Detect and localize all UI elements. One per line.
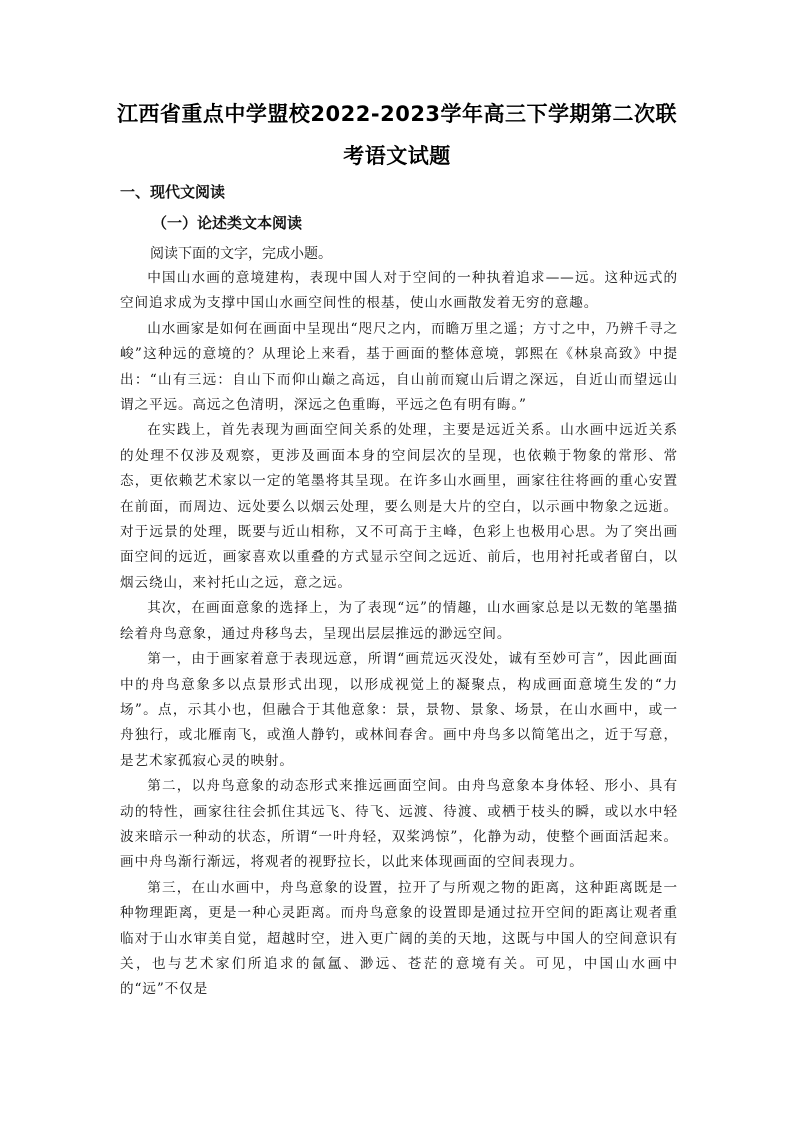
paragraph: 第一，由于画家着意于表现远意，所谓“画荒远灭没处，诚有至妙可言”，因此画面中的舟鸟意象多以点景形式出现，以形成视觉上的凝聚点，构成画面意境生发的“力场”。点，示其小也，但融合于其他意象：景，景物、景象、场景，在山水画中，或一舟独行，或北雁南飞，或渔人静钓，或林间春舍。画中舟鸟多以简笔出之，近于写意，是艺术家孤寂心灵的映射。	[120, 651, 678, 769]
paragraph: 第三，在山水画中，舟鸟意象的设置，拉开了与所观之物的距离，这种距离既是一种物理距离，更是一种心灵距离。而舟鸟意象的设置即是通过拉开空间的距离让观者重临对于山水审美自觉，超越时空，进入更广阔的美的天地，这既与中国人的空间意识有关，也与艺术家们所追求的氤氲、渺远、苍茫的意境有关。可见，中国山水画中的“远”不仅是	[120, 879, 678, 998]
document-title-line2: 考语文试题	[343, 144, 451, 168]
subsection-heading-argumentative-reading: （一）论述类文本阅读	[152, 214, 303, 232]
paragraph: 山水画家是如何在画面中呈现出“咫尺之内，而瞻万里之遥；方寸之中，乃辨千寻之峻”这种远的意境的？从理论上来看，基于画面的整体意境，郭熙在《林泉高致》中提出：“山有三远：自山下而仰山巅之高远，自山前而窥山后谓之深远，自近山而望远山谓之平远。高远之色清明，深远之色重晦，平远之色有明有晦。”	[120, 320, 678, 414]
passage-body	[120, 266, 678, 1003]
paragraph: 在实践上，首先表现为画面空间关系的处理，主要是远近关系。山水画中远近关系的处理不仅涉及观察，更涉及画面本身的空间层次的呈现，也依赖于物象的常形、常态，更依赖艺术家以一定的笔墨将其呈现。在许多山水画里，画家往往将画的重心安置在前面，而周边、远处要么以烟云处理，要么则是大片的空白，以示画中物象之远逝。对于远景的处理，既要与近山相称，又不可高于主峰，色彩上也极用心思。为了突出画面空间的远近，画家喜欢以重叠的方式显示空间之远近、前后，也用衬托或者留白，以烟云绕山，来衬托山之远，意之远。	[120, 422, 678, 591]
paragraph: 第二，以舟鸟意象的动态形式来推远画面空间。由舟鸟意象本身体轻、形小、具有动的特性，画家往往会抓住其远飞、待飞、远渡、待渡、或栖于枝头的瞬，或以水中轻波来暗示一种动的状态，所谓“一叶舟轻，双桨鸿惊”，化静为动，使整个画面活起来。画中舟鸟渐行渐远，将观者的视野拉长，以此来体现画面的空间表现力。	[120, 778, 678, 871]
paragraph: 中国山水画的意境建构，表现中国人对于空间的一种执着追求——远。这种远式的空间追求成为支撑中国山水画空间性的根基，使山水画散发着无穷的意趣。	[120, 270, 678, 312]
section-heading-modern-reading: 一、现代文阅读	[120, 183, 226, 201]
paragraph: 其次，在画面意象的选择上，为了表现“远”的情趣，山水画家总是以无数的笔墨描绘着舟鸟意象，通过舟移鸟去，呈现出层层推远的渺远空间。	[120, 600, 678, 642]
reading-instruction: 阅读下面的文字，完成小题。	[150, 246, 332, 262]
document-title-line1: 江西省重点中学盟校2022-2023学年高三下学期第二次联	[116, 102, 678, 126]
